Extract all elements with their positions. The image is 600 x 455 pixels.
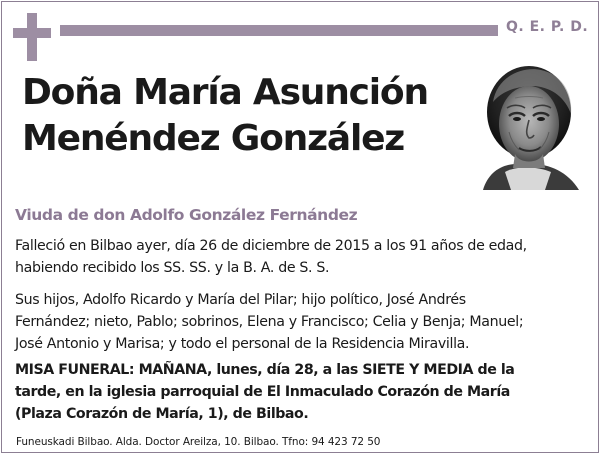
header-rule bbox=[60, 25, 498, 36]
deceased-name bbox=[22, 70, 428, 162]
cross-icon-horizontal bbox=[13, 28, 51, 38]
family-paragraph bbox=[15, 289, 575, 355]
paragraph-line: MISA FUNERAL: MAÑANA, lunes, día 28, a las SIETE Y MEDIA de la bbox=[15, 362, 515, 378]
name-line-1: Doña María Asunción bbox=[22, 72, 428, 113]
paragraph-line: tarde, en la iglesia parroquial de El Inmaculado Corazón de María bbox=[15, 384, 510, 400]
death-notice-paragraph bbox=[15, 235, 575, 279]
funeral-mass-paragraph bbox=[15, 359, 575, 425]
paragraph-line: José Antonio y Marisa; y todo el personal de la Residencia Miravilla. bbox=[15, 336, 470, 352]
widow-of-subtitle: Viuda de don Adolfo González Fernández bbox=[15, 206, 358, 224]
paragraph-line: Sus hijos, Adolfo Ricardo y María del Pilar; hijo político, José Andrés bbox=[15, 292, 466, 308]
obituary-card bbox=[1, 1, 599, 453]
funeral-home-footer: Funeuskadi Bilbao. Alda. Doctor Areilza, 10. Bilbao. Tfno: 94 423 72 50 bbox=[16, 436, 381, 448]
paragraph-line: (Plaza Corazón de María, 1), de Bilbao. bbox=[15, 406, 309, 422]
portrait-photo bbox=[475, 62, 583, 190]
paragraph-line: Fernández; nieto, Pablo; sobrinos, Elena y Francisco; Celia y Benja; Manuel; bbox=[15, 314, 524, 330]
name-line-2: Menéndez González bbox=[22, 118, 405, 159]
qepd-label: Q. E. P. D. bbox=[506, 19, 589, 35]
paragraph-line: Falleció en Bilbao ayer, día 26 de diciembre de 2015 a los 91 años de edad, bbox=[15, 238, 527, 254]
portrait-photo-icon bbox=[475, 62, 583, 190]
paragraph-line: habiendo recibido los SS. SS. y la B. A. de S. S. bbox=[15, 260, 330, 276]
